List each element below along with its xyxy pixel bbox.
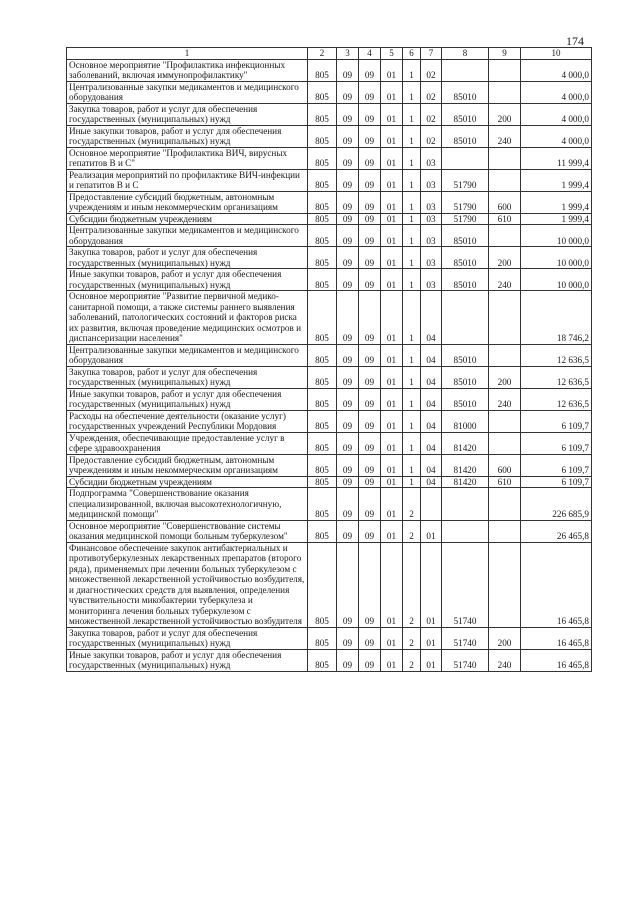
code-cell-c7 [421,488,442,521]
code-cell-c3: 09 [337,169,359,191]
code-cell-c8: 51790 [442,213,489,225]
row-name: Основное мероприятие "Профилактика ВИЧ, вирусных гепатитов В и С" [67,147,308,169]
code-cell-c9 [489,488,521,521]
code-cell-c6: 2 [403,627,421,649]
row-name: Реализация мероприятий по профилактике ВИЧ-инфекции и гепатитов В и С [67,169,308,191]
code-cell-c7: 01 [421,520,442,542]
code-cell-c2: 805 [308,103,337,125]
row-name: Закупка товаров, работ и услуг для обеспечения государственных (муниципальных) нужд [67,366,308,388]
page-number: 174 [566,34,584,48]
code-cell-c7: 04 [421,291,442,345]
row-name: Централизованные закупки медикаментов и медицинского оборудования [67,81,308,103]
code-cell-c2: 805 [308,388,337,410]
code-cell-c9 [489,344,521,366]
code-cell-c4: 09 [359,291,381,345]
code-cell-c3: 09 [337,627,359,649]
code-cell-c5: 01 [381,476,403,488]
code-cell-c6: 1 [403,454,421,476]
code-cell-c8: 85010 [442,344,489,366]
code-cell-c2: 805 [308,542,337,627]
table-row [67,542,592,627]
column-header: 7 [421,48,442,60]
code-cell-c9: 240 [489,388,521,410]
code-cell-c6: 1 [403,213,421,225]
code-cell-c6: 1 [403,225,421,247]
table-row [67,81,592,103]
amount-cell: 12 636,5 [521,344,592,366]
code-cell-c8: 81420 [442,476,489,488]
budget-table [66,47,592,672]
table-row [67,269,592,291]
amount-cell: 4 000,0 [521,103,592,125]
code-cell-c9: 610 [489,476,521,488]
code-cell-c5: 01 [381,169,403,191]
code-cell-c7: 02 [421,103,442,125]
code-cell-c7: 04 [421,388,442,410]
table-row [67,627,592,649]
code-cell-c8: 85010 [442,269,489,291]
row-name: Подпрограмма "Совершенствование оказания специализированной, включая высокотехнологичную, медицинской помощи" [67,488,308,521]
amount-cell: 226 685,9 [521,488,592,521]
code-cell-c4: 09 [359,59,381,81]
code-cell-c5: 01 [381,247,403,269]
code-cell-c8: 85010 [442,125,489,147]
code-cell-c6: 1 [403,169,421,191]
code-cell-c2: 805 [308,169,337,191]
code-cell-c5: 01 [381,488,403,521]
code-cell-c5: 01 [381,366,403,388]
table-row [67,454,592,476]
code-cell-c2: 805 [308,627,337,649]
amount-cell: 12 636,5 [521,366,592,388]
code-cell-c5: 01 [381,627,403,649]
code-cell-c3: 09 [337,476,359,488]
code-cell-c9 [489,59,521,81]
code-cell-c3: 09 [337,344,359,366]
code-cell-c8: 85010 [442,388,489,410]
code-cell-c3: 09 [337,59,359,81]
code-cell-c3: 09 [337,125,359,147]
table-row [67,410,592,432]
column-header: 8 [442,48,489,60]
code-cell-c9 [489,81,521,103]
amount-cell: 16 465,8 [521,649,592,671]
code-cell-c3: 09 [337,410,359,432]
row-name: Иные закупки товаров, работ и услуг для обеспечения государственных (муниципальных) нужд [67,649,308,671]
code-cell-c4: 09 [359,476,381,488]
code-cell-c8 [442,520,489,542]
row-name: Субсидии бюджетным учреждениям [67,476,308,488]
code-cell-c2: 805 [308,225,337,247]
code-cell-c5: 01 [381,542,403,627]
code-cell-c9 [489,520,521,542]
code-cell-c4: 09 [359,649,381,671]
code-cell-c4: 09 [359,81,381,103]
code-cell-c5: 01 [381,432,403,454]
table-row [67,169,592,191]
row-name: Предоставление субсидий бюджетным, автономным учреждениям и иным некоммерческим организациям [67,454,308,476]
code-cell-c4: 09 [359,410,381,432]
code-cell-c7: 04 [421,344,442,366]
code-cell-c2: 805 [308,125,337,147]
code-cell-c3: 09 [337,454,359,476]
code-cell-c5: 01 [381,103,403,125]
code-cell-c4: 09 [359,454,381,476]
code-cell-c2: 805 [308,454,337,476]
code-cell-c5: 01 [381,388,403,410]
code-cell-c2: 805 [308,191,337,213]
code-cell-c8: 51740 [442,542,489,627]
amount-cell: 6 109,7 [521,454,592,476]
code-cell-c7: 04 [421,366,442,388]
code-cell-c3: 09 [337,247,359,269]
column-header: 3 [337,48,359,60]
code-cell-c2: 805 [308,410,337,432]
code-cell-c6: 1 [403,410,421,432]
code-cell-c6: 1 [403,125,421,147]
code-cell-c6: 2 [403,649,421,671]
code-cell-c6: 1 [403,291,421,345]
code-cell-c4: 09 [359,125,381,147]
row-name: Иные закупки товаров, работ и услуг для обеспечения государственных (муниципальных) нужд [67,125,308,147]
code-cell-c2: 805 [308,59,337,81]
code-cell-c9: 200 [489,366,521,388]
code-cell-c4: 09 [359,520,381,542]
amount-cell: 1 999,4 [521,191,592,213]
code-cell-c8: 51740 [442,649,489,671]
code-cell-c9: 240 [489,269,521,291]
code-cell-c7: 01 [421,542,442,627]
code-cell-c7: 02 [421,125,442,147]
code-cell-c6: 1 [403,247,421,269]
code-cell-c5: 01 [381,291,403,345]
code-cell-c3: 09 [337,488,359,521]
row-name: Иные закупки товаров, работ и услуг для обеспечения государственных (муниципальных) нужд [67,388,308,410]
code-cell-c2: 805 [308,476,337,488]
code-cell-c4: 09 [359,169,381,191]
code-cell-c7: 04 [421,454,442,476]
code-cell-c6: 1 [403,344,421,366]
code-cell-c4: 09 [359,269,381,291]
code-cell-c2: 805 [308,488,337,521]
code-cell-c3: 09 [337,269,359,291]
code-cell-c7: 01 [421,627,442,649]
code-cell-c4: 09 [359,247,381,269]
row-name: Закупка товаров, работ и услуг для обеспечения государственных (муниципальных) нужд [67,103,308,125]
code-cell-c7: 04 [421,432,442,454]
code-cell-c4: 09 [359,225,381,247]
code-cell-c9 [489,410,521,432]
amount-cell: 16 465,8 [521,542,592,627]
code-cell-c3: 09 [337,388,359,410]
code-cell-c5: 01 [381,344,403,366]
code-cell-c5: 01 [381,191,403,213]
amount-cell: 6 109,7 [521,432,592,454]
code-cell-c5: 01 [381,269,403,291]
row-name: Закупка товаров, работ и услуг для обеспечения государственных (муниципальных) нужд [67,627,308,649]
code-cell-c6: 1 [403,432,421,454]
column-header: 4 [359,48,381,60]
code-cell-c7: 03 [421,191,442,213]
code-cell-c8: 81420 [442,432,489,454]
code-cell-c7: 03 [421,169,442,191]
code-cell-c2: 805 [308,649,337,671]
amount-cell: 10 000,0 [521,225,592,247]
code-cell-c9 [489,291,521,345]
code-cell-c5: 01 [381,81,403,103]
code-cell-c7: 03 [421,247,442,269]
amount-cell: 12 636,5 [521,388,592,410]
amount-cell: 4 000,0 [521,59,592,81]
code-cell-c5: 01 [381,225,403,247]
code-cell-c2: 805 [308,213,337,225]
code-cell-c9 [489,225,521,247]
code-cell-c9: 200 [489,103,521,125]
row-name: Основное мероприятие "Совершенствование системы оказания медицинской помощи больным туберкулезом" [67,520,308,542]
code-cell-c6: 1 [403,81,421,103]
code-cell-c3: 09 [337,103,359,125]
table-row [67,191,592,213]
code-cell-c5: 01 [381,213,403,225]
code-cell-c7: 01 [421,649,442,671]
code-cell-c4: 09 [359,388,381,410]
code-cell-c3: 09 [337,147,359,169]
code-cell-c7: 04 [421,410,442,432]
row-name: Предоставление субсидий бюджетным, автономным учреждениям и иным некоммерческим организациям [67,191,308,213]
code-cell-c3: 09 [337,291,359,345]
code-cell-c7: 03 [421,147,442,169]
code-cell-c8: 85010 [442,366,489,388]
code-cell-c4: 09 [359,432,381,454]
code-cell-c4: 09 [359,542,381,627]
code-cell-c5: 01 [381,59,403,81]
code-cell-c6: 1 [403,103,421,125]
column-header: 9 [489,48,521,60]
table-row [67,366,592,388]
code-cell-c2: 805 [308,247,337,269]
code-cell-c4: 09 [359,103,381,125]
amount-cell: 10 000,0 [521,269,592,291]
code-cell-c9 [489,169,521,191]
code-cell-c7: 02 [421,81,442,103]
code-cell-c5: 01 [381,410,403,432]
code-cell-c9: 610 [489,213,521,225]
code-cell-c3: 09 [337,191,359,213]
code-cell-c8 [442,488,489,521]
code-cell-c8: 51740 [442,627,489,649]
row-name: Иные закупки товаров, работ и услуг для обеспечения государственных (муниципальных) нужд [67,269,308,291]
amount-cell: 4 000,0 [521,81,592,103]
code-cell-c3: 09 [337,225,359,247]
amount-cell: 26 465,8 [521,520,592,542]
code-cell-c5: 01 [381,454,403,476]
code-cell-c9: 240 [489,649,521,671]
table-row [67,125,592,147]
column-header: 2 [308,48,337,60]
row-name: Основное мероприятие "Развитие первичной медико-санитарной помощи, а также системы раннего выявления заболеваний, патологических состояний и факторов риска их развития, включая проведение медицинских осмотров и диспансеризации населения" [67,291,308,345]
amount-cell: 6 109,7 [521,476,592,488]
code-cell-c6: 1 [403,388,421,410]
code-cell-c3: 09 [337,366,359,388]
table-body [67,59,592,671]
table-row [67,432,592,454]
code-cell-c9 [489,542,521,627]
code-cell-c9: 600 [489,454,521,476]
code-cell-c3: 09 [337,213,359,225]
row-name: Централизованные закупки медикаментов и медицинского оборудования [67,344,308,366]
code-cell-c7: 02 [421,59,442,81]
code-cell-c4: 09 [359,344,381,366]
column-header: 1 [67,48,308,60]
row-name: Расходы на обеспечение деятельности (оказание услуг) государственных учреждений Республики Мордовия [67,410,308,432]
code-cell-c5: 01 [381,520,403,542]
column-header: 10 [521,48,592,60]
code-cell-c7: 03 [421,269,442,291]
code-cell-c2: 805 [308,81,337,103]
table-row [67,147,592,169]
code-cell-c2: 805 [308,520,337,542]
amount-cell: 1 999,4 [521,169,592,191]
code-cell-c3: 09 [337,432,359,454]
table-row [67,388,592,410]
code-cell-c3: 09 [337,81,359,103]
code-cell-c2: 805 [308,291,337,345]
code-cell-c4: 09 [359,488,381,521]
code-cell-c9: 200 [489,627,521,649]
column-header: 6 [403,48,421,60]
row-name: Финансовое обеспечение закупок антибактериальных и противотуберкулезных лекарственных препаратов (второго ряда), применяемых при лечении больных туберкулезом с множественной лекарственной устойчивостью возбудителя, и диагностических средств для выявления, определения чувствительности микобактерии туберкулеза и мониторинга лечения больных туберкулезом с множественной лекарственной устойчивостью возбудителя [67,542,308,627]
table-row [67,103,592,125]
code-cell-c4: 09 [359,191,381,213]
code-cell-c6: 2 [403,488,421,521]
code-cell-c7: 03 [421,225,442,247]
table-row [67,488,592,521]
table-row [67,59,592,81]
code-cell-c9: 600 [489,191,521,213]
code-cell-c2: 805 [308,366,337,388]
amount-cell: 6 109,7 [521,410,592,432]
code-cell-c8: 85010 [442,103,489,125]
code-cell-c4: 09 [359,627,381,649]
code-cell-c2: 805 [308,147,337,169]
code-cell-c6: 2 [403,542,421,627]
amount-cell: 11 999,4 [521,147,592,169]
table-row [67,213,592,225]
code-cell-c8 [442,59,489,81]
code-cell-c4: 09 [359,366,381,388]
code-cell-c8 [442,147,489,169]
table-row [67,520,592,542]
amount-cell: 18 746,2 [521,291,592,345]
code-cell-c6: 2 [403,520,421,542]
code-cell-c4: 09 [359,213,381,225]
amount-cell: 10 000,0 [521,247,592,269]
code-cell-c3: 09 [337,542,359,627]
code-cell-c2: 805 [308,344,337,366]
row-name: Учреждения, обеспечивающие предоставление услуг в сфере здравоохранения [67,432,308,454]
table-row [67,344,592,366]
code-cell-c2: 805 [308,269,337,291]
code-cell-c8: 51790 [442,169,489,191]
code-cell-c7: 04 [421,476,442,488]
code-cell-c5: 01 [381,147,403,169]
code-cell-c8 [442,291,489,345]
amount-cell: 1 999,4 [521,213,592,225]
code-cell-c2: 805 [308,432,337,454]
code-cell-c9 [489,147,521,169]
code-cell-c3: 09 [337,520,359,542]
amount-cell: 4 000,0 [521,125,592,147]
code-cell-c8: 85010 [442,81,489,103]
code-cell-c5: 01 [381,649,403,671]
code-cell-c9: 240 [489,125,521,147]
row-name: Централизованные закупки медикаментов и медицинского оборудования [67,225,308,247]
code-cell-c6: 1 [403,476,421,488]
code-cell-c9 [489,432,521,454]
row-name: Закупка товаров, работ и услуг для обеспечения государственных (муниципальных) нужд [67,247,308,269]
header-row [67,48,592,60]
table-row [67,225,592,247]
code-cell-c8: 51790 [442,191,489,213]
code-cell-c6: 1 [403,59,421,81]
code-cell-c6: 1 [403,269,421,291]
code-cell-c5: 01 [381,125,403,147]
row-name: Субсидии бюджетным учреждениям [67,213,308,225]
code-cell-c8: 81000 [442,410,489,432]
table-row [67,476,592,488]
code-cell-c8: 85010 [442,225,489,247]
code-cell-c8: 81420 [442,454,489,476]
table-row [67,291,592,345]
code-cell-c8: 85010 [442,247,489,269]
code-cell-c9: 200 [489,247,521,269]
column-header: 5 [381,48,403,60]
code-cell-c6: 1 [403,147,421,169]
code-cell-c3: 09 [337,649,359,671]
code-cell-c6: 1 [403,191,421,213]
row-name: Основное мероприятие "Профилактика инфекционных заболеваний, включая иммунопрофилактику" [67,59,308,81]
code-cell-c7: 03 [421,213,442,225]
table-row [67,247,592,269]
table-row [67,649,592,671]
code-cell-c6: 1 [403,366,421,388]
amount-cell: 16 465,8 [521,627,592,649]
code-cell-c4: 09 [359,147,381,169]
